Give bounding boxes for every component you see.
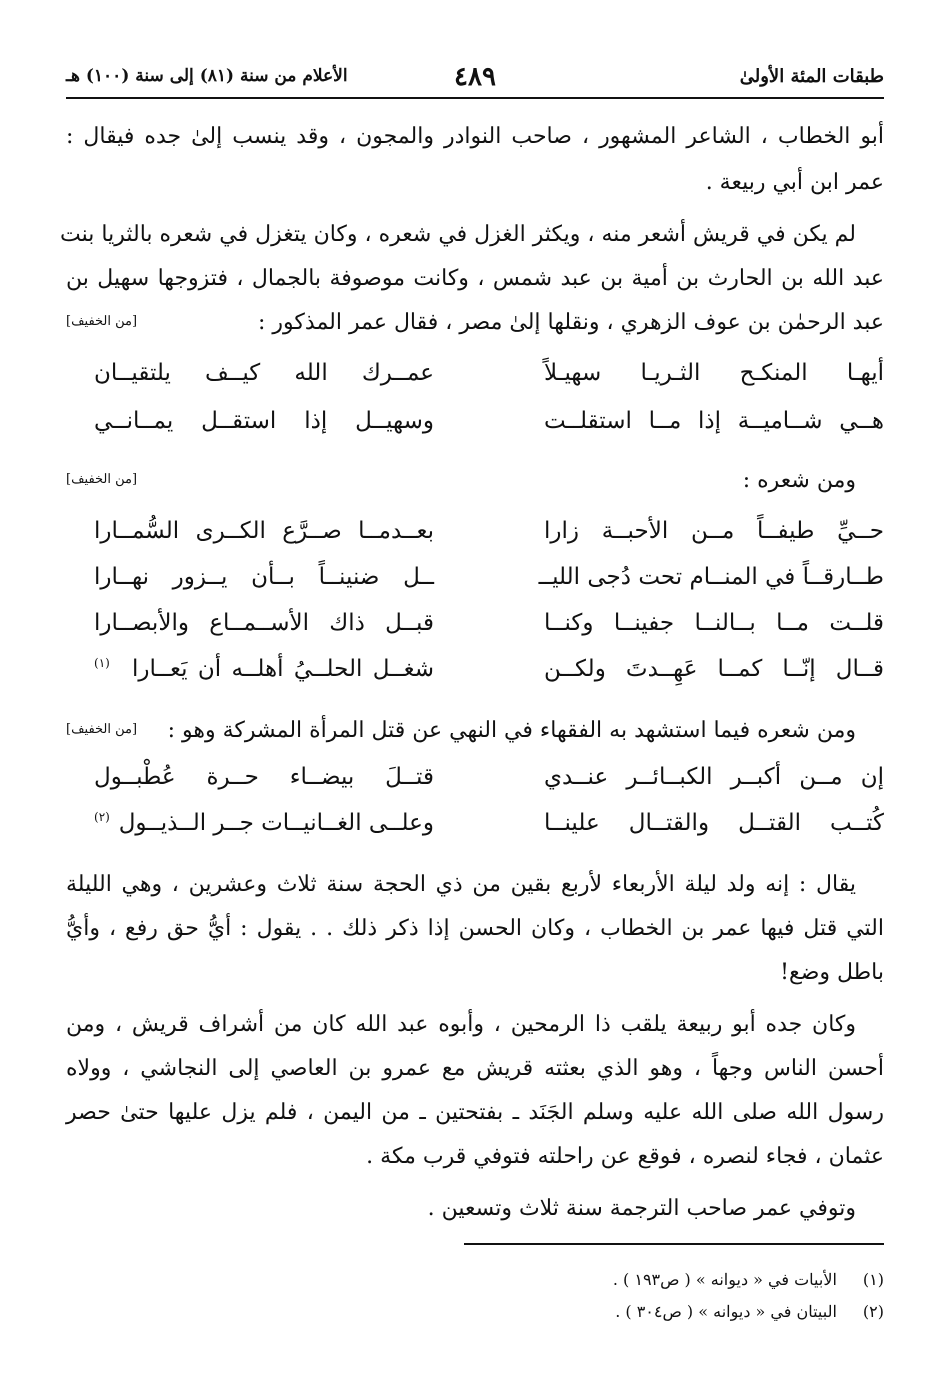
verse-second-hemistich: وسهيــل إذا استقــل يمــانــي (94, 408, 434, 434)
verse-second-hemistich: قبــل ذاك الأســمــاع والأبصــارا (94, 610, 434, 636)
book-title: طبقات المئة الأولىٰ (739, 66, 884, 87)
verse-row (66, 360, 884, 400)
footnote-ref: (٢) (94, 810, 110, 824)
footnote (613, 1270, 884, 1289)
intro-line-2: عمر ابن أبي ربيعة . (705, 170, 884, 195)
footnote (615, 1302, 884, 1321)
verse-row (66, 764, 884, 804)
para2-text: ومن شعره : (742, 468, 856, 493)
para1-line-2: عبد الله بن الحارث بن أمية بن عبد شمس ، وكانت موصوفة بالجمال ، فتزوجها سهيل بن (66, 266, 884, 291)
para4-line-1: يقال : إنه ولد ليلة الأربعاء لأربع بقين من ذي الحجة سنة ثلاث وعشرين ، وهي الليلة (66, 872, 856, 897)
para4-line-2: التي قتل فيها عمر بن الخطاب ، وكان الحسن إذا ذكر ذلك . . يقول : أيُّ حق رفع ، وأيُّ (66, 916, 885, 941)
verse-second-hemistich: قتــلَ بيضــاء حــرة عُطْبــول (94, 764, 434, 790)
meter-label: [من الخفيف] (66, 314, 138, 329)
verse-second-hemistich: وعلــى الغــانيــات جــر الــذيــول (118, 810, 434, 836)
meter-label: [من الخفيف] (66, 472, 138, 487)
para5-line-3: رسول الله صلى الله عليه وسلم الجَنَد ـ بفتحتين ـ من اليمن ، فلم يزل عليها حتىٰ حصر (66, 1100, 884, 1125)
verse-second-hemistich: بعــدمــا صــرَّع الكــرى السُّمــارا (94, 518, 434, 544)
verse-row (66, 810, 884, 850)
verse-second-hemistich: ــل ضنينــاً بــأن يــزور نهــارا (94, 564, 434, 590)
running-header (66, 62, 884, 92)
verse-row (66, 564, 884, 604)
verse-first-hemistich: كُتــب القتــل والقتــال علينــا (544, 810, 884, 836)
verse-first-hemistich: إن مــن أكبــر الكبــائــر عنــدي (544, 764, 884, 790)
para5-line-1: وكان جده أبو ربيعة يلقب ذا الرمحين ، وأبوه عبد الله كان من أشراف قريش ، ومن (66, 1012, 856, 1037)
para1-line-1: لم يكن في قريش أشعر منه ، ويكثر الغزل في شعره ، وكان يتغزل في شعره بالثريا بنت (60, 222, 856, 247)
verse-first-hemistich: هــي شــاميــة إذا مــا استقلــت (544, 408, 884, 434)
footnote-number: (٢) (862, 1302, 884, 1321)
para3-line (66, 718, 884, 743)
footnote-ref: (١) (94, 656, 110, 670)
verse-second-hemistich: شغــل الحلــيُ أهلــه أن يَعــارا (132, 656, 434, 682)
verse-row (66, 656, 884, 696)
footnote-text: البيتان في « ديوانه » ( ص٣٠٤ ) . (615, 1302, 837, 1321)
verse-first-hemistich: حــيِّ طيفــاً مــن الأحبــة زارا (544, 518, 884, 544)
verse-second-hemistich: عمــرك الله كيــف يلتقيــان (94, 360, 434, 386)
para1-line-3-text: عبد الرحمٰن بن عوف الزهري ، ونقلها إلىٰ مصر ، فقال عمر المذكور : (258, 310, 884, 335)
verse-row (66, 408, 884, 448)
para5-line-2: أحسن الناس وجهاً ، وهو الذي بعثته قريش مع عمرو بن العاصي إلى النجاشي ، وولاه (66, 1056, 884, 1081)
verse-row (66, 518, 884, 558)
page-number: ٤٨٩ (454, 62, 496, 92)
para4-line-3: باطل وضع! (780, 960, 884, 985)
footnote-rule (464, 1243, 884, 1245)
para6-line: وتوفي عمر صاحب الترجمة سنة ثلاث وتسعين . (427, 1196, 856, 1221)
para2-line (66, 468, 884, 493)
section-title: الأعلام من سنة (٨١) إلى سنة (١٠٠) هـ (66, 66, 348, 86)
para5-line-4: عثمان ، فجاء لنصره ، فوقع عن راحلته فتوفي قرب مكة . (366, 1144, 884, 1169)
intro-line-1: أبو الخطاب ، الشاعر المشهور ، صاحب النوادر والمجون ، وقد ينسب إلىٰ جده فيقال : (66, 124, 884, 149)
verse-first-hemistich: أيهـا المنكـح الثـريـا سهيـلاً (544, 360, 884, 386)
verse-first-hemistich: طــارقــاً في المنــام تحت دُجى الليــ (538, 564, 884, 590)
meter-label: [من الخفيف] (66, 722, 138, 737)
footnote-number: (١) (862, 1270, 884, 1289)
para1-line-3 (66, 310, 884, 335)
para3-text: ومن شعره فيما استشهد به الفقهاء في النهي عن قتل المرأة المشركة وهو : (167, 718, 856, 743)
verse-first-hemistich: قلــت مــا بــالنــا جفينــا وكنــا (544, 610, 884, 636)
header-rule (66, 97, 884, 99)
footnote-text: الأبيات في « ديوانه » ( ص١٩٣ ) . (612, 1270, 837, 1289)
verse-row (66, 610, 884, 650)
verse-first-hemistich: قــال إنّــا كمــا عَهِــدتَ ولكــن (544, 656, 884, 682)
